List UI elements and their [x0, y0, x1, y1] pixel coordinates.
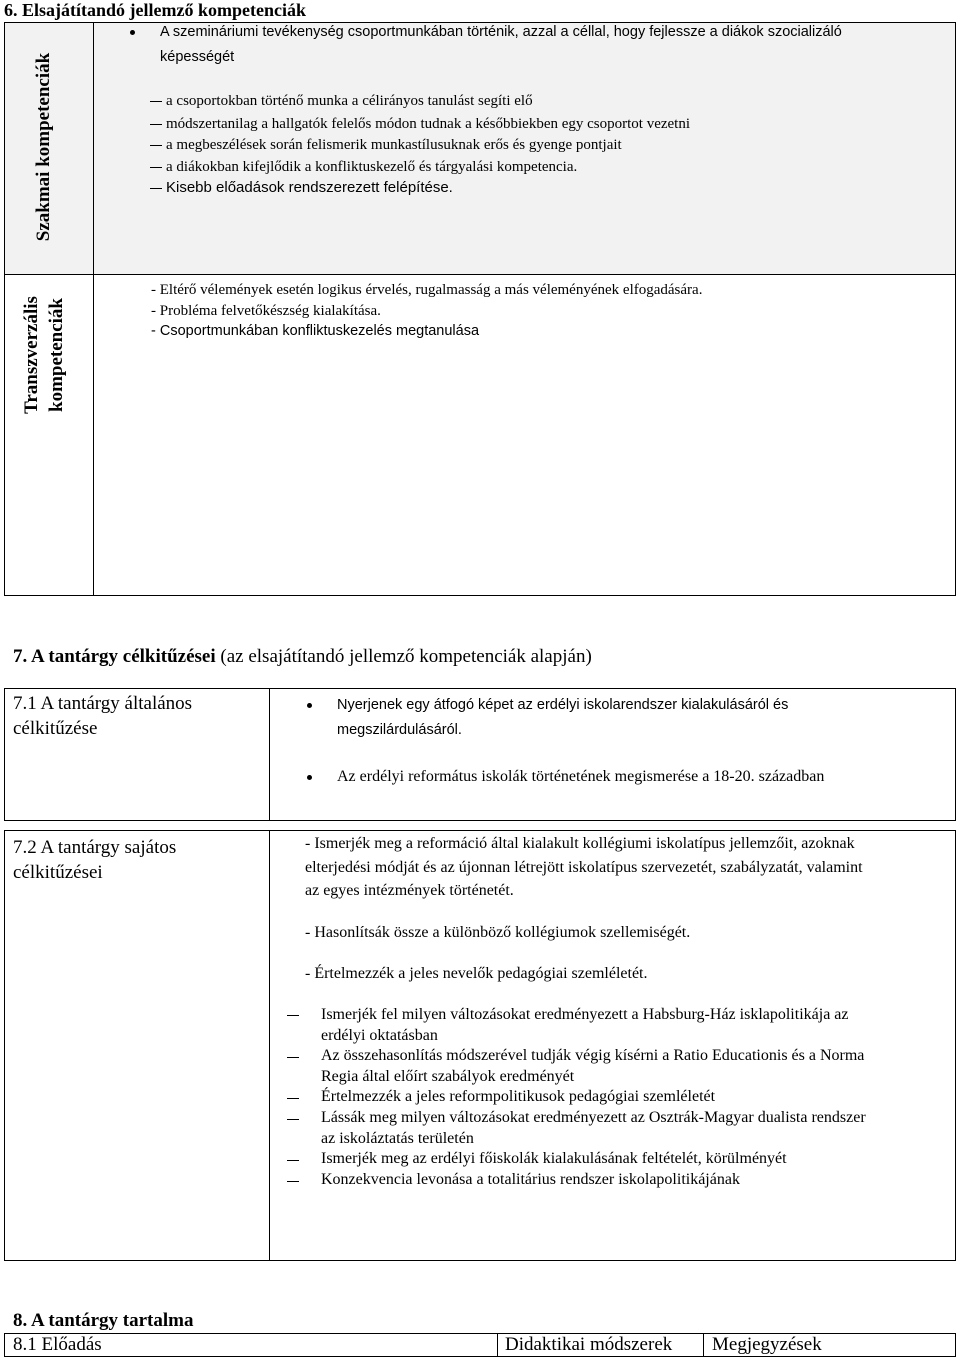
list-item: Kisebb előadások rendszerezett felépítése.	[166, 179, 453, 196]
list-item: a diákokban kifejlődik a konfliktuskezelő és tárgyalási kompetencia.	[166, 159, 578, 175]
section7-heading-rest: (az elsajátítandó jellemző kompetenciák alapján)	[215, 646, 592, 667]
general-goal-bullet1: Nyerjenek egy átfogó képet az erdélyi iskolarendszer kialakulásáról és	[337, 697, 789, 713]
list-item: az iskoláztatás területén	[321, 1130, 474, 1147]
specific-goal-para1-cont: az egyes intézmények történetét.	[305, 882, 514, 899]
list-item: módszertanilag a hallgatók felelős módon tudnak a későbbiekben egy csoportot vezetni	[166, 116, 691, 132]
section6-heading: 6. Elsajátítandó jellemző kompetenciák	[4, 0, 306, 20]
general-goal-divider	[269, 688, 270, 821]
dash-marker	[287, 1057, 299, 1058]
specific-goal-para1-cont: elterjedési módját és az újonnan létrejött iskolatípus szervezetét, szabályzatát, valamint	[305, 859, 863, 876]
section7-heading	[13, 646, 592, 668]
specific-goal-para2: - Hasonlítsák össze a különböző kollégiumok szellemiségét.	[305, 924, 691, 941]
specific-goal-para1: - Ismerjék meg a reformáció által kialakult kollégiumi iskolatípus jellemzőit, azoknak	[305, 835, 855, 852]
list-item: Regia által előírt szabályok eredményét	[321, 1068, 575, 1085]
list-item: a csoportokban történő munka a célirányos tanulást segíti elő	[166, 93, 533, 109]
content-table-divider	[703, 1333, 704, 1357]
dash-marker	[287, 1160, 299, 1161]
list-item: Ismerjék fel milyen változásokat eredményezett a Habsburg-Ház isklapolitikája az	[321, 1006, 849, 1023]
general-goal-bullet1-cont: megszilárdulásáról.	[337, 722, 462, 738]
dash-marker	[287, 1119, 299, 1120]
transzverzalis-item: - Probléma felvetőkészség kialakítása.	[151, 303, 381, 319]
dash-marker	[287, 1181, 299, 1182]
transzverzalis-item: - Csoportmunkában konfliktuskezelés megtanulása	[151, 323, 480, 339]
list-item: Az összehasonlítás módszerével tudják végig kísérni a Ratio Educationis és a Norma	[321, 1047, 865, 1064]
list-item: a megbeszélések során felismerik munkastílusuknak erős és gyenge pontjait	[166, 137, 622, 153]
transzverzalis-label-line2: kompetenciák	[46, 298, 67, 412]
specific-goal-label	[13, 835, 176, 885]
szakmai-label: Szakmai kompetenciák	[33, 52, 54, 242]
list-item: Ismerjék meg az erdélyi főiskolák kialakulásának feltételét, körülményét	[321, 1150, 787, 1167]
content-table-header-lecture: 8.1 Előadás	[13, 1334, 102, 1355]
specific-goal-label-line1: 7.2 A tantárgy sajátos	[13, 837, 177, 858]
list-item: Értelmezzék a jeles reformpolitikusok pedagógiai szemléletét	[321, 1088, 716, 1105]
specific-goal-divider	[269, 830, 270, 1261]
specific-goal-label-line2: célkitűzései	[13, 862, 103, 883]
general-goal-label	[13, 691, 192, 741]
transzverzalis-label	[19, 275, 69, 435]
general-goal-label-line1: 7.1 A tantárgy általános	[13, 693, 193, 714]
dash-marker	[287, 1098, 299, 1099]
content-table-header-notes: Megjegyzések	[712, 1334, 822, 1355]
transzverzalis-item: - Eltérő vélemények esetén logikus érvelés, rugalmasság a más véleményének elfogadására.	[151, 282, 703, 298]
content-table-header-methods: Didaktikai módszerek	[505, 1334, 673, 1355]
specific-goal-para3: - Értelmezzék a jeles nevelők pedagógiai szemléletét.	[305, 965, 648, 982]
list-item: erdélyi oktatásban	[321, 1027, 438, 1044]
general-goal-label-line2: célkitűzése	[13, 718, 98, 739]
content-table-divider	[497, 1333, 498, 1357]
dash-marker	[287, 1015, 299, 1016]
list-item: Lássák meg milyen változásokat eredményezett az Osztrák-Magyar dualista rendszer	[321, 1109, 866, 1126]
table-row-divider	[4, 274, 956, 275]
transzverzalis-label-line1: Transzverzális	[21, 296, 42, 414]
section8-heading: 8. A tantárgy tartalma	[13, 1310, 194, 1331]
szakmai-intro: A szemináriumi tevékenység csoportmunkában történik, azzal a céllal, hogy fejlessze a diákok szocializáló	[160, 24, 842, 40]
list-item: Konzekvencia levonása a totalitárius rendszer iskolapolitikájának	[321, 1171, 740, 1188]
szakmai-intro-cont: képességét	[160, 49, 235, 65]
table-col-divider-top	[93, 22, 94, 274]
section7-heading-bold: 7. A tantárgy célkitűzései	[13, 646, 216, 667]
general-goal-bullet2: Az erdélyi református iskolák történetének megismerése a 18-20. században	[337, 768, 825, 785]
